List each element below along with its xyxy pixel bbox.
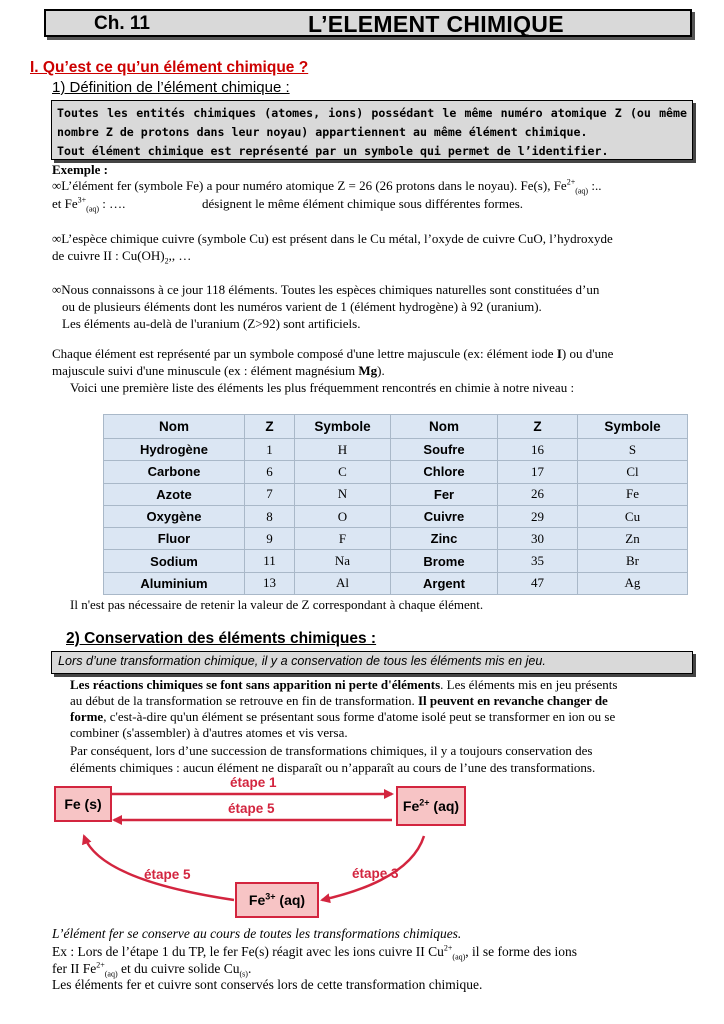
sym1-bold: I	[556, 346, 562, 361]
cell-symbol: Cu	[578, 505, 688, 527]
cu2-sub: 2	[164, 256, 169, 266]
subsection-2-text: 2) Conservation des éléments chimiques :	[66, 630, 377, 647]
table-row	[104, 572, 688, 594]
cell-name: Brome	[391, 550, 498, 572]
cu2-start: de cuivre II : Cu(OH)	[52, 248, 165, 263]
cell-symbol: H	[295, 439, 391, 461]
cell-symbol: S	[578, 439, 688, 461]
cell-name: Fer	[391, 483, 498, 505]
ex2-sub: (aq)	[86, 204, 100, 214]
header-nom-2: Nom	[391, 415, 498, 439]
reaction-line-1	[70, 677, 700, 694]
r3-bold: forme	[70, 709, 104, 724]
cell-symbol: Br	[578, 550, 688, 572]
ex2-mid: : ….	[99, 196, 126, 211]
table-row	[104, 505, 688, 527]
ex1-sup: 2+	[566, 177, 576, 187]
ex2-start: et Fe	[52, 196, 78, 211]
b3-end: .	[247, 961, 252, 976]
b3-sub: (aq)	[104, 969, 118, 979]
ex1-end: :..	[588, 178, 602, 193]
cu2-end: ,, …	[168, 248, 192, 263]
b2-start: Ex : Lors de l’étape 1 du TP, le fer Fe(s) réagit avec les ions cuivre II Cu	[52, 944, 444, 959]
sym1-end: ) ou d'une	[561, 346, 614, 361]
elements-count-line-3: Les éléments au-delà de l'uranium (Z>92) sont artificiels.	[62, 316, 361, 331]
cell-z: 30	[498, 528, 578, 550]
chapter-number: Ch. 11	[94, 13, 150, 34]
subsection-1-title	[52, 79, 290, 96]
subsection-2-title	[66, 630, 376, 648]
cell-z: 16	[498, 439, 578, 461]
cell-symbol: Na	[295, 550, 391, 572]
cell-symbol: C	[295, 461, 391, 483]
example-copper-line-2	[52, 248, 191, 265]
fe2-end: (aq)	[429, 798, 460, 814]
fe2-box	[396, 786, 466, 826]
header-nom: Nom	[104, 415, 245, 439]
cell-name: Zinc	[391, 528, 498, 550]
arrow-etape-5-bottom	[84, 836, 234, 900]
example-copper-line-1: ∞L’espèce chimique cuivre (symbole Cu) est présent dans le Cu métal, l’oxyde de cuivre CuO, l’hydroxyde	[52, 231, 613, 246]
cell-name: Carbone	[104, 461, 245, 483]
label-etape-5-bottom: étape 5	[144, 867, 191, 882]
example-label: Exemple :	[52, 162, 108, 177]
cell-name: Fluor	[104, 528, 245, 550]
fe3-end: (aq)	[275, 892, 306, 908]
cell-z: 26	[498, 483, 578, 505]
cell-name: Sodium	[104, 550, 245, 572]
header-symbole-2: Symbole	[578, 415, 688, 439]
b3-start: fer II Fe	[52, 961, 97, 976]
table-row	[104, 550, 688, 572]
chapter-title: L’ELEMENT CHIMIQUE	[308, 11, 564, 37]
cell-z: 1	[245, 439, 295, 461]
cell-symbol: F	[295, 528, 391, 550]
elements-count-line-1: ∞Nous connaissons à ce jour 118 éléments. Toutes les espèces chimiques naturelles sont constituées d’un	[52, 282, 600, 297]
cell-symbol: Fe	[578, 483, 688, 505]
conservation-box: Lors d’une transformation chimique, il y a conservation de tous les éléments mis en jeu.	[51, 651, 693, 674]
label-etape-5-top: étape 5	[228, 801, 275, 816]
conclusion-line-3	[52, 961, 251, 977]
b2-end: , il se forme des ions	[465, 944, 578, 959]
fe2-label	[403, 798, 459, 814]
reaction-line-5: Par conséquent, lors d’une succession de transformations chimiques, il y a toujours conservation des	[70, 743, 593, 758]
cell-z: 29	[498, 505, 578, 527]
table-row	[104, 483, 688, 505]
cell-name: Hydrogène	[104, 439, 245, 461]
cell-name: Aluminium	[104, 572, 245, 594]
label-etape-3: étape 3	[352, 866, 399, 881]
cell-name: Chlore	[391, 461, 498, 483]
cell-name: Soufre	[391, 439, 498, 461]
r1-bold: Les réactions chimiques se font sans apparition ni perte d'éléments	[70, 677, 441, 692]
cell-symbol: N	[295, 483, 391, 505]
cell-symbol: O	[295, 505, 391, 527]
cell-z: 47	[498, 572, 578, 594]
example-iron-line-2	[52, 195, 524, 214]
fe2-text: Fe	[402, 798, 420, 814]
sym2-bold: Mg	[358, 363, 378, 378]
conclusion-line-2	[52, 944, 577, 960]
ex2-sup: 3+	[77, 195, 87, 205]
elements-count-line-2: ou de plusieurs éléments dont les numéros varient de 1 (élément hydrogène) à 92 (uranium).	[62, 299, 542, 314]
cell-z: 8	[245, 505, 295, 527]
r2-start: au début de la transformation se retrouve en fin de transformation.	[70, 693, 418, 708]
ex1-sub: (aq)	[575, 186, 589, 196]
table-row	[104, 461, 688, 483]
sym1-start: Chaque élément est représenté par un symbole composé d'une lettre majuscule (ex: élément iode	[52, 346, 557, 361]
definition-line-1: Toutes les entités chimiques (atomes, ions) possédant le même numéro atomique Z (ou même	[57, 106, 687, 120]
cell-z: 13	[245, 572, 295, 594]
cell-z: 11	[245, 550, 295, 572]
b2-sup: 2+	[443, 943, 453, 953]
b3-mid: et du cuivre solide Cu	[117, 961, 240, 976]
b2-sub: (aq)	[452, 952, 466, 962]
header-z: Z	[245, 415, 295, 439]
chapter-header	[44, 9, 692, 37]
fe-solid-box	[54, 786, 112, 822]
cell-z: 35	[498, 550, 578, 572]
ex2-end: désignent le même élément chimique sous différentes formes.	[202, 196, 524, 211]
cell-symbol: Ag	[578, 572, 688, 594]
sym2-start: majuscule suivi d'une minuscule (ex : élément magnésium	[52, 363, 359, 378]
symbol-rule-line-2	[52, 363, 385, 380]
cell-symbol: Al	[295, 572, 391, 594]
reaction-line-4: combiner (s'assembler) à d'autres atomes et vis versa.	[70, 725, 348, 740]
header-symbole: Symbole	[295, 415, 391, 439]
fe-solid-label: Fe (s)	[64, 796, 102, 812]
header-z-2: Z	[498, 415, 578, 439]
r3-end: , c'est-à-dire qu'un élément se présentant sous forme d'atome isolé peut se transformer en ion ou se	[103, 709, 616, 724]
subsection-1-text: 1) Définition de l’élément chimique :	[52, 79, 290, 96]
table-row	[104, 439, 688, 461]
elements-table	[103, 414, 688, 595]
cell-symbol: Zn	[578, 528, 688, 550]
reaction-line-2	[70, 693, 700, 710]
r2-bold: Il peuvent en revanche changer de	[418, 693, 608, 708]
r1-end: . Les éléments mis en jeu présents	[440, 677, 618, 692]
reaction-line-6: éléments chimiques : aucun élément ne disparaît ou n’apparaît au cours de l’une des transformations.	[70, 760, 596, 775]
sym2-end: ).	[377, 363, 385, 378]
fe2-sup: 2+	[419, 797, 430, 808]
b3-sub2: (s)	[239, 969, 248, 979]
example-iron-line-1	[52, 178, 601, 195]
definition-line-2: nombre Z de protons dans leur noyau) appartiennent au même élément chimique.	[57, 125, 588, 139]
cell-z: 17	[498, 461, 578, 483]
cell-name: Cuivre	[391, 505, 498, 527]
cell-name: Azote	[104, 483, 245, 505]
cell-symbol: Cl	[578, 461, 688, 483]
section-1-title: I. Qu’est ce qu’un élément chimique ?	[30, 59, 309, 76]
reaction-line-3	[70, 709, 700, 726]
definition-box	[51, 100, 693, 160]
cell-z: 6	[245, 461, 295, 483]
conclusion-line-4: Les éléments fer et cuivre sont conservés lors de cette transformation chimique.	[52, 977, 483, 992]
arrow-etape-3	[322, 836, 424, 900]
symbol-rule-line-1	[52, 346, 613, 363]
conclusion-line-1: L’élément fer se conserve au cours de toutes les transformations chimiques.	[52, 926, 462, 941]
cell-name: Oxygène	[104, 505, 245, 527]
table-row	[104, 528, 688, 550]
ex1-text: ∞L’élément fer (symbole Fe) a pour numéro atomique Z = 26 (26 protons dans le noyau). Fe(s), Fe	[52, 178, 567, 193]
fe3-sup: 3+	[265, 891, 276, 902]
cell-z: 7	[245, 483, 295, 505]
cell-z: 9	[245, 528, 295, 550]
fe3-box	[235, 882, 319, 918]
table-header-row	[104, 415, 688, 439]
fe3-text: Fe	[248, 892, 266, 908]
symbol-rule-line-3: Voici une première liste des éléments les plus fréquemment rencontrés en chimie à notre niveau :	[70, 380, 575, 395]
table-note: Il n'est pas nécessaire de retenir la valeur de Z correspondant à chaque élément.	[70, 597, 484, 612]
definition-line-3: Tout élément chimique est représenté par un symbole qui permet de l’identifier.	[57, 144, 609, 158]
label-etape-1: étape 1	[230, 775, 277, 790]
fe3-label	[249, 892, 305, 908]
cell-name: Argent	[391, 572, 498, 594]
b3-sup: 2+	[96, 960, 105, 970]
